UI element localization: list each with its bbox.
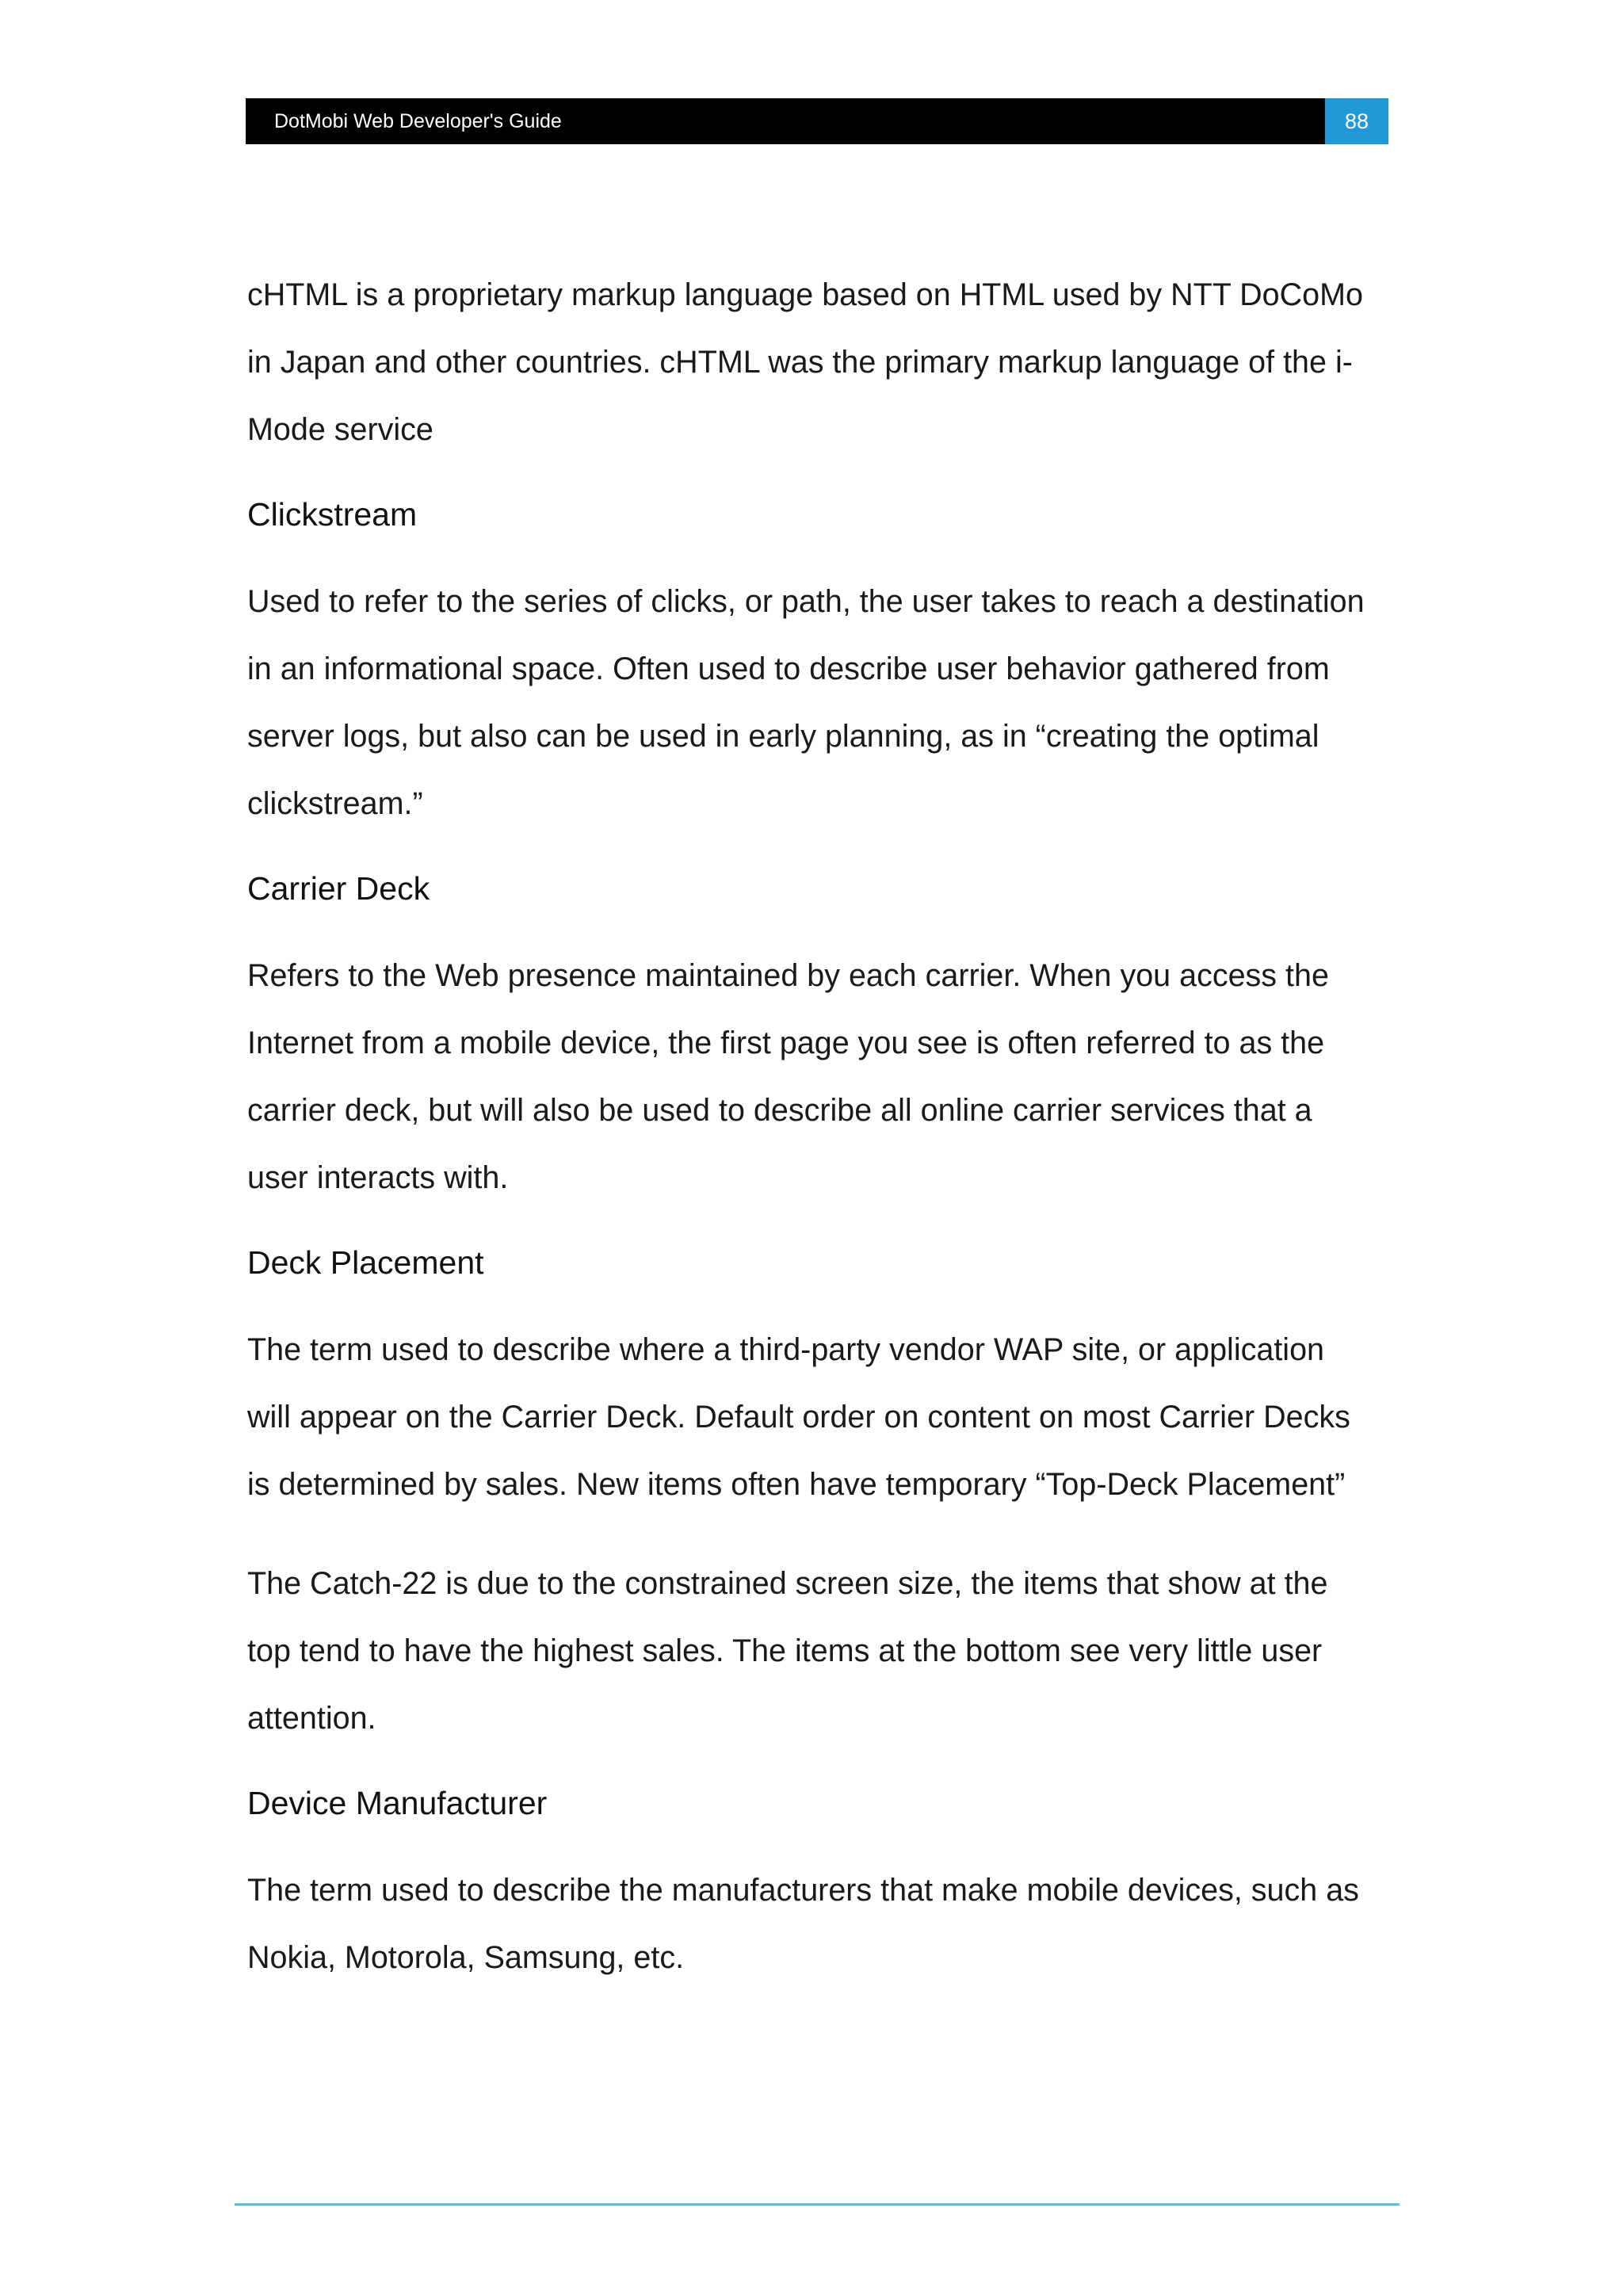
paragraph-line: Nokia, Motorola, Samsung, etc. <box>247 1940 685 1975</box>
paragraph-line: in an informational space. Often used to describe user behavior gathered from <box>247 651 1330 686</box>
paragraph-line: The Catch-22 is due to the constrained screen size, the items that show at the <box>247 1566 1328 1601</box>
definition-paragraph <box>247 942 1388 1212</box>
page-body <box>247 262 1388 2020</box>
glossary-term: Deck Placement <box>247 1244 484 1281</box>
definition-paragraph <box>247 262 1388 464</box>
paragraph-line: will appear on the Carrier Deck. Default order on content on most Carrier Decks <box>247 1400 1350 1435</box>
paragraph-line: Used to refer to the series of clicks, or path, the user takes to reach a destination <box>247 584 1365 619</box>
paragraph-line: clickstream.” <box>247 786 423 821</box>
definition-paragraph <box>247 1316 1388 1519</box>
glossary-term: Device Manufacturer <box>247 1785 548 1821</box>
paragraph-line: is determined by sales. New items often have temporary “Top-Deck Placement” <box>247 1467 1346 1502</box>
paragraph-line: user interacts with. <box>247 1160 509 1195</box>
footer-rule <box>235 2203 1400 2206</box>
paragraph-line: carrier deck, but will also be used to describe all online carrier services that a <box>247 1093 1312 1128</box>
paragraph-line: Refers to the Web presence maintained by each carrier. When you access the <box>247 958 1329 993</box>
definition-paragraph <box>247 568 1388 838</box>
paragraph-line: Mode service <box>247 412 433 447</box>
definition-paragraph <box>247 1550 1388 1752</box>
paragraph-line: Internet from a mobile device, the first page you see is often referred to as the <box>247 1026 1325 1060</box>
glossary-term: Carrier Deck <box>247 870 430 907</box>
paragraph-line: The term used to describe where a third-party vendor WAP site, or application <box>247 1332 1325 1367</box>
page-header <box>246 98 1388 144</box>
glossary-term: Clickstream <box>247 496 418 533</box>
paragraph-line: server logs, but also can be used in early planning, as in “creating the optimal <box>247 719 1319 754</box>
page-number: 88 <box>1325 98 1388 144</box>
definition-paragraph <box>247 1857 1388 1992</box>
document-title: DotMobi Web Developer's Guide <box>274 110 562 132</box>
paragraph-line: cHTML is a proprietary markup language based on HTML used by NTT DoCoMo <box>247 277 1363 312</box>
paragraph-line: in Japan and other countries. cHTML was the primary markup language of the i- <box>247 345 1353 380</box>
paragraph-line: top tend to have the highest sales. The items at the bottom see very little user <box>247 1633 1323 1668</box>
paragraph-line: The term used to describe the manufacturers that make mobile devices, such as <box>247 1873 1359 1908</box>
paragraph-line: attention. <box>247 1701 376 1736</box>
